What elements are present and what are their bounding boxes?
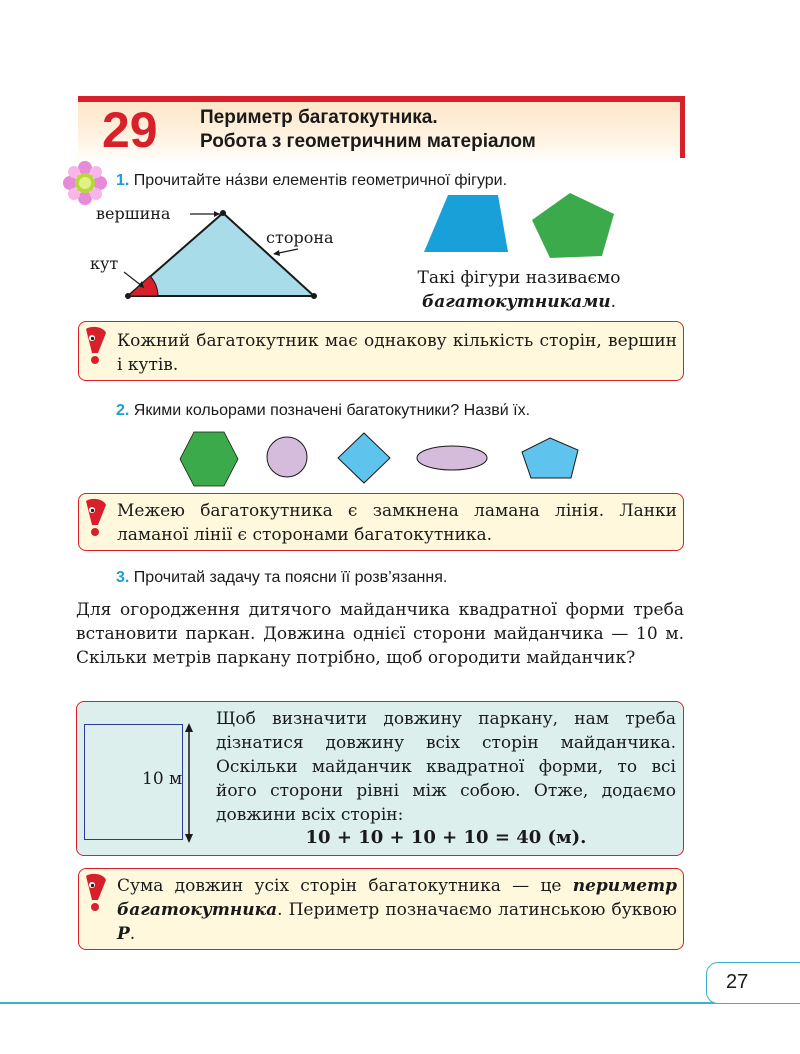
task1-heading [116,172,507,190]
rule-text-1: Кожний багатокутник має однакову кількість сторін, вершин і кутів. [117,331,677,375]
rule3-letter: P [117,924,130,944]
pentagon-blue-shape [522,438,578,478]
caption-line1: Такі фігури називаємо [417,268,621,288]
header-accent-bar [680,96,685,158]
rule3-part2: . Периметр позначаємо латинською буквою [277,900,677,920]
lesson-title [200,106,536,154]
footer-line [0,1002,800,1004]
rule-text-3 [117,874,677,946]
lesson-title-line1: Периметр багатокутника. [200,107,438,128]
exclamation-icon [82,497,110,537]
task3-heading [116,569,447,587]
solution-equation: 10 + 10 + 10 + 10 = 40 (м). [305,827,587,848]
caption-term: багатокутниками [421,292,611,312]
task3-text: Прочитай задачу та поясни її розв’язання. [133,569,448,586]
rule3-part1: Сума довжин усіх сторін багатокутника — це [117,876,573,896]
task1-number: 1. [116,172,130,189]
quadrilateral-shape [424,195,508,252]
diamond-shape [338,433,390,483]
shapes-row [178,428,588,490]
solution-text: Щоб визначити довжину паркану, нам треба дізнатися довжину всіх сторін майданчика. Оскільки майданчик квадратної форми, то всі його сторони рівні між собою. Отже, додаємо довжини всіх сторін: [216,709,676,825]
exclamation-icon [82,325,110,365]
square-side-label: 10 м [142,769,183,789]
dimension-arrow [182,722,196,844]
problem-text: Для огородження дитячого майданчика квадратної форми треба встановити паркан. Довжина однієї сторони майданчика — 10 м. Скільки метрів паркану потрібно, щоб огородити майданчик? [76,600,684,668]
task2-text: Якими кольорами позначені багатокутники? Назви́ їх. [133,402,531,419]
task1-text: Прочитайте на́зви елементів геометричної фігури. [133,172,508,189]
polygon-caption [394,266,644,314]
pentagon-shape [532,193,614,258]
exclamation-icon [82,872,110,912]
polygon-examples [420,190,620,260]
hexagon-shape [180,432,238,486]
lesson-title-line2: Робота з геометричним матеріалом [200,131,536,152]
task2-heading [116,402,530,420]
page-number-box [706,962,800,1004]
label-angle: кут [90,254,119,273]
circle-shape [267,437,307,477]
label-vertex: вершина [96,204,171,223]
rule-text-2: Межею багатокутника є замкнена ламана лінія. Ланки ламаної лінії є сторонами багатокутника. [117,501,677,545]
task3-number: 3. [116,569,130,586]
task2-number: 2. [116,402,130,419]
lesson-number: 29 [102,102,158,158]
rule3-term: периметр багатокутника [117,876,677,920]
ellipse-shape [417,446,487,470]
caption-end: . [610,292,617,312]
rule3-end: . [129,924,136,944]
page-number: 27 [726,971,749,993]
label-side: сторона [266,228,334,247]
